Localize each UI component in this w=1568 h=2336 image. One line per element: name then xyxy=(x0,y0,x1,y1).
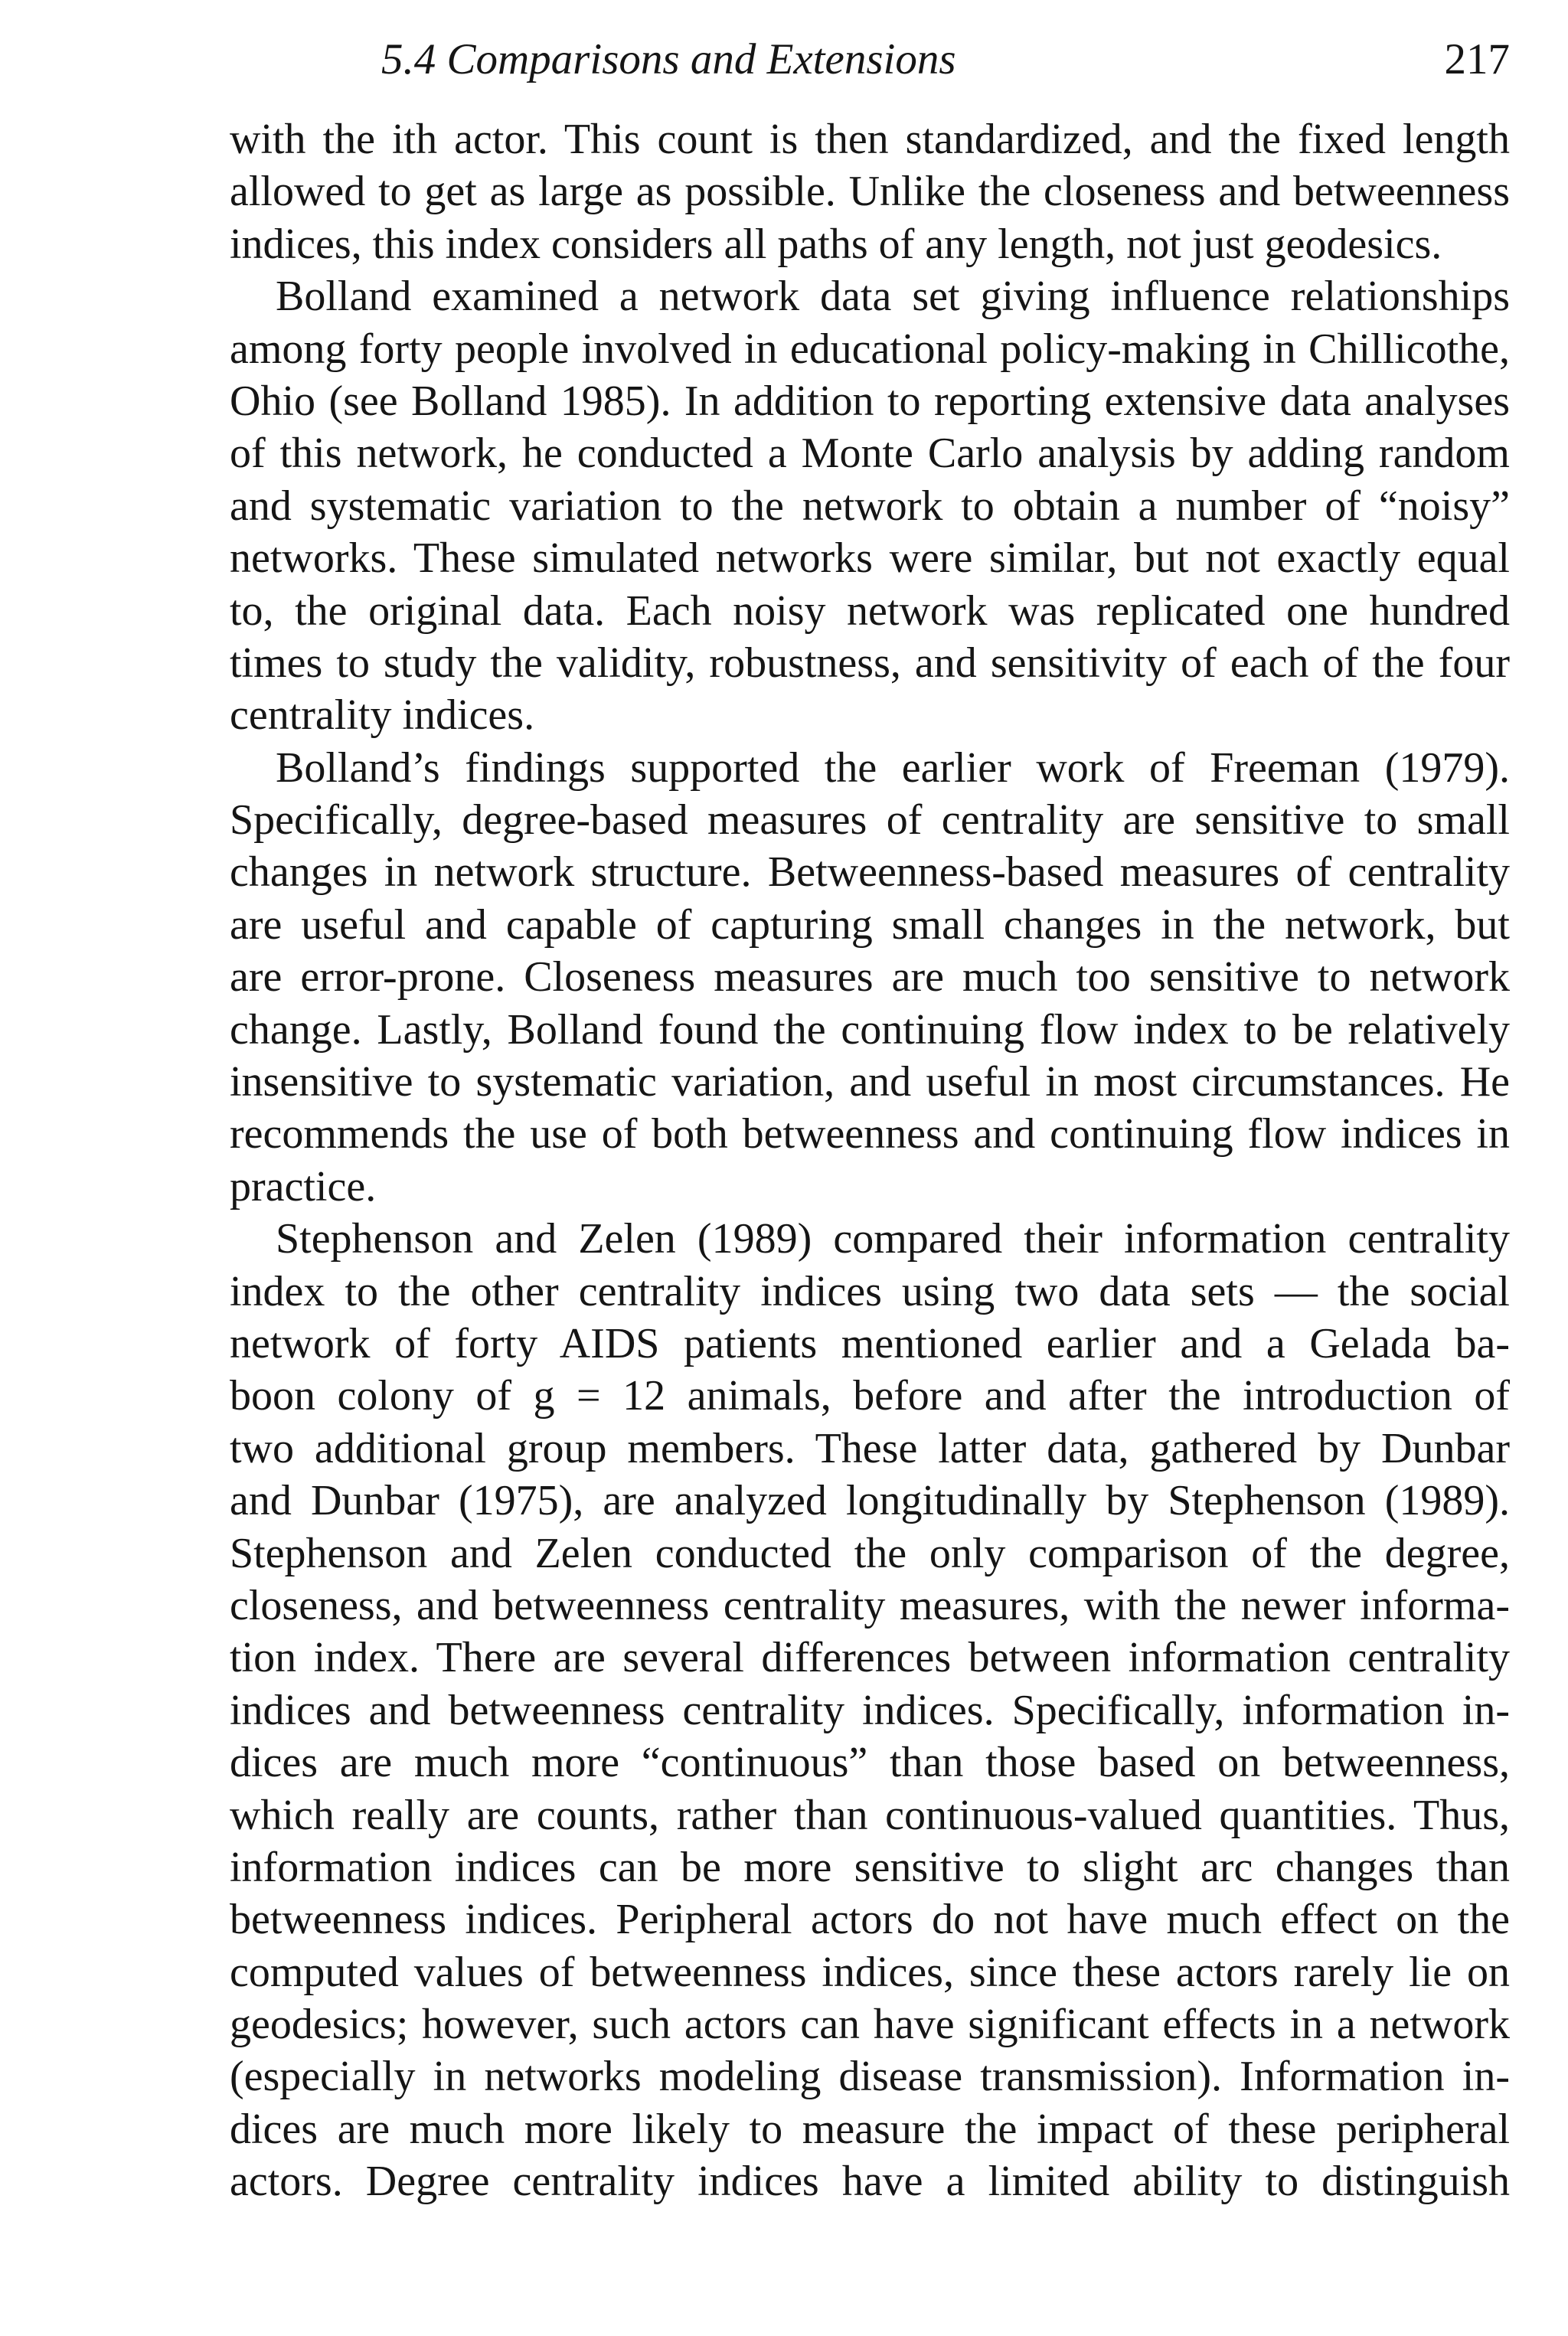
paragraph xyxy=(230,113,1510,270)
text-line: network of forty AIDS patients mentioned earlier and a Gelada ba- xyxy=(230,1319,1510,1367)
text-line: Bolland’s findings supported the earlier work of Freeman (1979). xyxy=(276,743,1510,792)
text-line: of this network, he conducted a Monte Carlo analysis by adding random xyxy=(230,430,1510,478)
text-line: computed values of betweenness indices, since these actors rarely lie on xyxy=(230,1948,1510,1996)
text-line: indices, this index considers all paths of any length, not just geodesics. xyxy=(230,220,1442,268)
page-number: 217 xyxy=(1444,35,1510,83)
text-line: are useful and capable of capturing small changes in the network, but xyxy=(230,900,1510,949)
text-line: and Dunbar (1975), are analyzed longitudinally by Stephenson (1989). xyxy=(230,1477,1510,1525)
paragraph xyxy=(230,1213,1510,2207)
text-line: and systematic variation to the network to obtain a number of “noisy” xyxy=(230,482,1510,530)
text-line: boon colony of g = 12 animals, before and after the introduction of xyxy=(230,1372,1510,1420)
text-line: Ohio (see Bolland 1985). In addition to reporting extensive data analyses xyxy=(230,377,1510,425)
text-line: information indices can be more sensitive to slight arc changes than xyxy=(230,1843,1510,1891)
text-line: change. Lastly, Bolland found the continuing flow index to be relatively xyxy=(230,1005,1510,1054)
text-line: dices are much more “continuous” than those based on betweenness, xyxy=(230,1739,1510,1787)
text-line: which really are counts, rather than continuous-valued quantities. Thus, xyxy=(230,1791,1510,1839)
text-line: Specifically, degree-based measures of centrality are sensitive to small xyxy=(230,796,1510,845)
text-line: two additional group members. These latter data, gathered by Dunbar xyxy=(230,1424,1510,1472)
paragraph xyxy=(230,742,1510,1214)
running-head xyxy=(230,29,1510,90)
text-line: practice. xyxy=(230,1162,377,1210)
text-line: are error-prone. Closeness measures are much too sensitive to network xyxy=(230,953,1510,1001)
text-line: closeness, and betweenness centrality measures, with the newer informa- xyxy=(230,1581,1510,1629)
text-line: recommends the use of both betweenness and continuing flow indices in xyxy=(230,1110,1510,1158)
text-line: betweenness indices. Peripheral actors do not have much effect on the xyxy=(230,1896,1510,1944)
text-line: insensitive to systematic variation, and useful in most circumstances. He xyxy=(230,1058,1510,1106)
text-line: index to the other centrality indices using two data sets — the social xyxy=(230,1267,1510,1315)
text-line: changes in network structure. Betweenness-based measures of centrality xyxy=(230,848,1510,897)
text-line: tion index. There are several differences between information centrality xyxy=(230,1634,1510,1682)
text-line: networks. These simulated networks were similar, but not exactly equal xyxy=(230,534,1510,583)
text-line: actors. Degree centrality indices have a limited ability to distinguish xyxy=(230,2158,1510,2206)
body-text xyxy=(230,113,1510,2208)
text-line: dices are much more likely to measure the impact of these peripheral xyxy=(230,2105,1510,2153)
text-line: indices and betweenness centrality indices. Specifically, information in- xyxy=(230,1686,1510,1734)
text-line: with the ith actor. This count is then standardized, and the fixed length xyxy=(230,116,1510,163)
text-line: (especially in networks modeling disease transmission). Information in- xyxy=(230,2053,1510,2101)
text-line: Stephenson and Zelen (1989) compared their information centrality xyxy=(276,1215,1510,1263)
text-line: allowed to get as large as possible. Unlike the closeness and betweenness xyxy=(230,168,1510,216)
text-line: among forty people involved in educational policy-making in Chillicothe, xyxy=(230,325,1510,373)
paragraph xyxy=(230,270,1510,742)
text-line: Stephenson and Zelen conducted the only comparison of the degree, xyxy=(230,1529,1510,1577)
text-line: centrality indices. xyxy=(230,691,535,740)
text-line: geodesics; however, such actors can have significant effects in a network xyxy=(230,2001,1510,2049)
section-title: 5.4 Comparisons and Extensions xyxy=(381,35,956,83)
text-line: to, the original data. Each noisy network was replicated one hundred xyxy=(230,586,1510,635)
text-line: Bolland examined a network data set giving influence relationships xyxy=(276,273,1510,321)
text-line: times to study the validity, robustness, and sensitivity of each of the four xyxy=(230,639,1510,687)
